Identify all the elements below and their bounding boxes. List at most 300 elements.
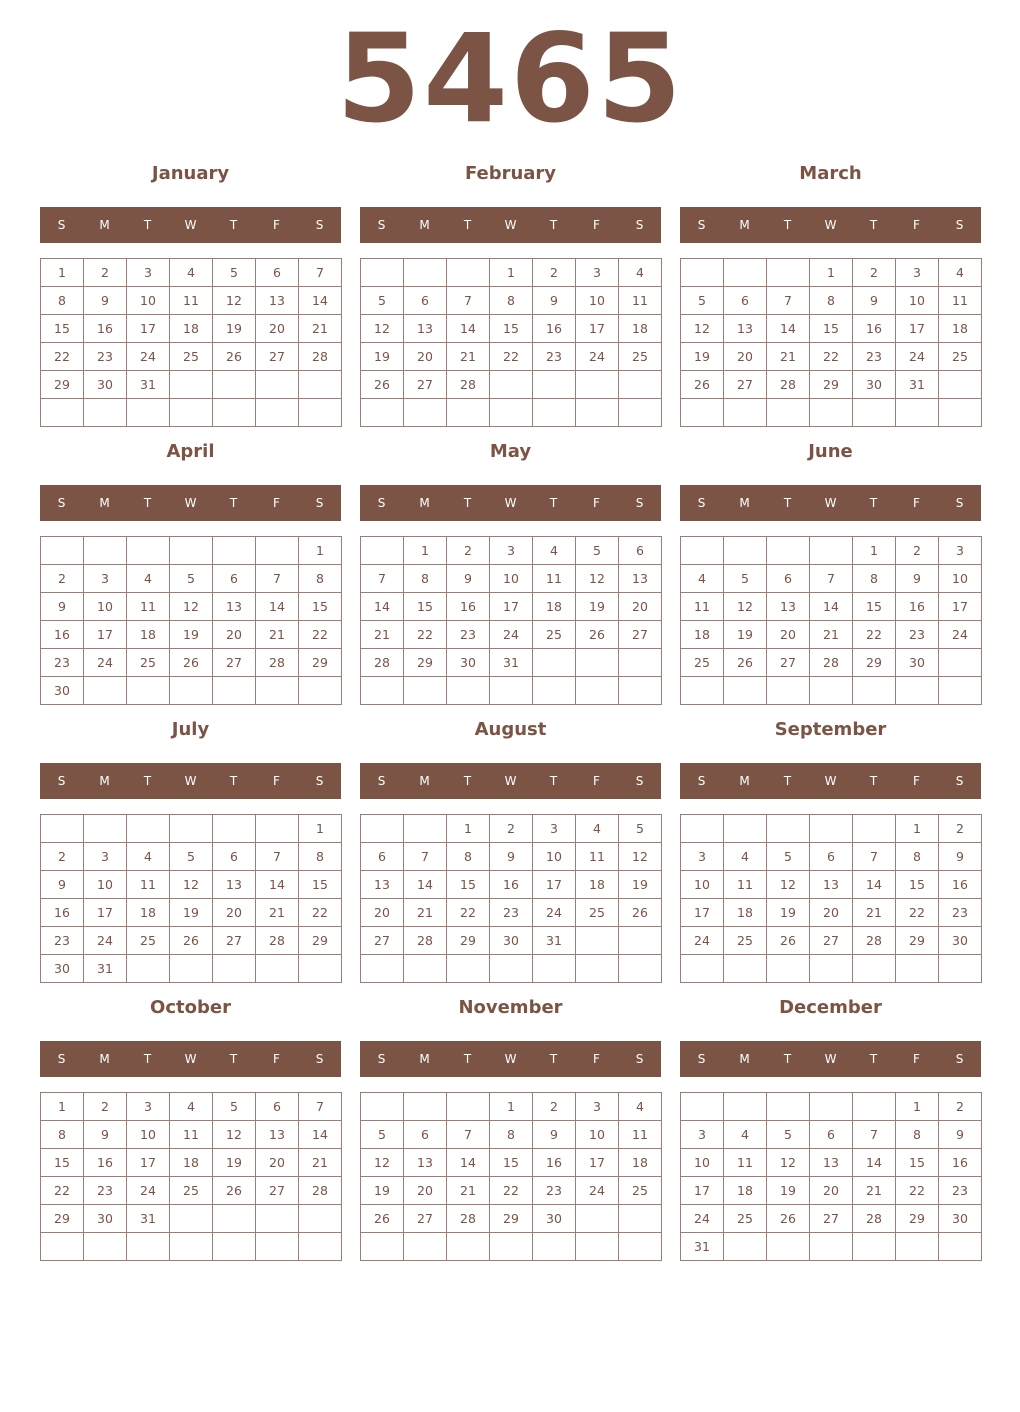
empty-cell: [404, 399, 447, 427]
weekday-label: F: [593, 218, 600, 232]
empty-cell: [299, 1205, 342, 1233]
day-cell: 23: [533, 343, 576, 371]
weekday-label: T: [783, 496, 792, 510]
empty-cell: [724, 537, 767, 565]
empty-cell: [896, 1233, 939, 1261]
weekday-label: M: [99, 218, 110, 232]
day-cell: 7: [447, 287, 490, 315]
day-cell: 7: [853, 843, 896, 871]
empty-cell: [767, 1093, 810, 1121]
empty-cell: [767, 677, 810, 705]
empty-cell: [404, 677, 447, 705]
day-cell: 29: [810, 371, 853, 399]
empty-cell: [533, 955, 576, 983]
day-cell: 2: [896, 537, 939, 565]
day-cell: 11: [170, 1121, 213, 1149]
day-cell: 10: [896, 287, 939, 315]
day-cell: 3: [576, 259, 619, 287]
day-cell: 21: [767, 343, 810, 371]
day-cell: 16: [896, 593, 939, 621]
empty-cell: [576, 399, 619, 427]
empty-cell: [681, 399, 724, 427]
weekday-label: S: [635, 218, 644, 232]
empty-cell: [490, 1233, 533, 1261]
day-cell: 4: [533, 537, 576, 565]
empty-cell: [853, 677, 896, 705]
day-cell: 26: [619, 899, 662, 927]
day-cell: 6: [810, 1121, 853, 1149]
empty-cell: [447, 1093, 490, 1121]
day-cell: 6: [724, 287, 767, 315]
day-cell: 4: [724, 1121, 767, 1149]
day-cell: 8: [447, 843, 490, 871]
day-cell: 29: [299, 649, 342, 677]
empty-cell: [84, 1233, 127, 1261]
day-cell: 6: [213, 565, 256, 593]
weekday-label: F: [593, 1052, 600, 1066]
day-cell: 25: [724, 927, 767, 955]
empty-cell: [810, 399, 853, 427]
day-cell: 12: [361, 1149, 404, 1177]
day-cell: 11: [533, 565, 576, 593]
day-cell: 22: [490, 1177, 533, 1205]
day-cell: 3: [127, 259, 170, 287]
month-february: [360, 161, 661, 431]
day-cell: 18: [939, 315, 982, 343]
day-cell: 8: [41, 287, 84, 315]
weekday-label: S: [635, 1052, 644, 1066]
empty-cell: [170, 677, 213, 705]
empty-cell: [170, 537, 213, 565]
empty-cell: [810, 1233, 853, 1261]
day-cell: 24: [896, 343, 939, 371]
month-name: May: [489, 441, 532, 462]
day-cell: 15: [853, 593, 896, 621]
empty-cell: [619, 371, 662, 399]
day-cell: 14: [404, 871, 447, 899]
weekday-label: F: [593, 496, 600, 510]
empty-cell: [681, 815, 724, 843]
day-cell: 30: [853, 371, 896, 399]
empty-cell: [127, 677, 170, 705]
day-cell: 5: [213, 259, 256, 287]
empty-cell: [724, 677, 767, 705]
empty-cell: [619, 649, 662, 677]
month-name: January: [151, 163, 230, 184]
day-cell: 23: [853, 343, 896, 371]
day-cell: 17: [84, 621, 127, 649]
day-cell: 15: [896, 1149, 939, 1177]
weekday-label: M: [419, 496, 430, 510]
weekday-label: W: [824, 218, 837, 232]
day-cell: 14: [853, 1149, 896, 1177]
day-cell: 13: [810, 1149, 853, 1177]
day-cell: 18: [170, 315, 213, 343]
empty-cell: [810, 677, 853, 705]
day-cell: 18: [681, 621, 724, 649]
day-cell: 29: [41, 371, 84, 399]
day-cell: 9: [447, 565, 490, 593]
day-cell: 4: [170, 259, 213, 287]
day-cell: 15: [404, 593, 447, 621]
day-cell: 1: [896, 815, 939, 843]
weekday-label: T: [463, 218, 472, 232]
day-cell: 8: [41, 1121, 84, 1149]
empty-cell: [619, 955, 662, 983]
day-cell: 12: [767, 1149, 810, 1177]
day-cell: 16: [447, 593, 490, 621]
day-cell: 25: [533, 621, 576, 649]
weekday-header: [360, 485, 661, 521]
day-cell: 18: [576, 871, 619, 899]
weekday-label: W: [184, 774, 197, 788]
day-cell: 27: [256, 343, 299, 371]
day-cell: 21: [299, 315, 342, 343]
empty-cell: [939, 649, 982, 677]
empty-cell: [41, 1233, 84, 1261]
day-cell: 23: [447, 621, 490, 649]
day-cell: 20: [724, 343, 767, 371]
day-cell: 22: [896, 899, 939, 927]
empty-cell: [404, 259, 447, 287]
day-cell: 12: [361, 315, 404, 343]
month-july: [40, 717, 341, 987]
day-cell: 5: [170, 843, 213, 871]
empty-cell: [256, 815, 299, 843]
day-cell: 2: [533, 259, 576, 287]
day-cell: 27: [767, 649, 810, 677]
day-cell: 5: [767, 843, 810, 871]
weekday-label: F: [913, 1052, 920, 1066]
day-cell: 20: [213, 621, 256, 649]
weekday-header: [680, 763, 981, 799]
empty-cell: [724, 955, 767, 983]
weekday-label: F: [273, 496, 280, 510]
day-cell: 2: [853, 259, 896, 287]
day-cell: 13: [619, 565, 662, 593]
weekday-label: T: [229, 1052, 238, 1066]
weekday-label: W: [504, 496, 517, 510]
day-cell: 30: [490, 927, 533, 955]
empty-cell: [256, 399, 299, 427]
day-cell: 6: [256, 1093, 299, 1121]
day-cell: 22: [41, 1177, 84, 1205]
day-cell: 30: [939, 1205, 982, 1233]
day-cell: 13: [213, 871, 256, 899]
empty-cell: [213, 1233, 256, 1261]
weekday-label: W: [504, 218, 517, 232]
day-cell: 4: [619, 259, 662, 287]
day-cell: 25: [619, 1177, 662, 1205]
empty-cell: [361, 399, 404, 427]
empty-cell: [490, 955, 533, 983]
day-cell: 28: [299, 1177, 342, 1205]
empty-cell: [213, 815, 256, 843]
weekday-label: T: [143, 774, 152, 788]
empty-cell: [681, 677, 724, 705]
day-cell: 28: [853, 927, 896, 955]
day-cell: 20: [256, 315, 299, 343]
day-cell: 28: [767, 371, 810, 399]
day-cell: 11: [619, 287, 662, 315]
empty-cell: [853, 1093, 896, 1121]
weekday-label: S: [635, 496, 644, 510]
day-cell: 14: [361, 593, 404, 621]
day-cell: 15: [299, 871, 342, 899]
day-cell: 9: [533, 287, 576, 315]
empty-cell: [84, 677, 127, 705]
day-cell: 17: [490, 593, 533, 621]
day-cell: 12: [213, 287, 256, 315]
weekday-label: S: [377, 1052, 386, 1066]
day-cell: 26: [576, 621, 619, 649]
day-cell: 27: [724, 371, 767, 399]
day-cell: 18: [619, 1149, 662, 1177]
day-cell: 12: [724, 593, 767, 621]
empty-cell: [361, 955, 404, 983]
day-cell: 17: [681, 899, 724, 927]
day-cell: 23: [896, 621, 939, 649]
empty-cell: [853, 399, 896, 427]
weekday-header: [360, 763, 661, 799]
day-cell: 16: [41, 899, 84, 927]
day-cell: 27: [256, 1177, 299, 1205]
day-cell: 20: [404, 1177, 447, 1205]
day-cell: 2: [490, 815, 533, 843]
weekday-label: M: [99, 1052, 110, 1066]
month-name: August: [474, 719, 547, 740]
day-cell: 13: [810, 871, 853, 899]
day-cell: 30: [84, 1205, 127, 1233]
weekday-header: [360, 1041, 661, 1077]
day-cell: 24: [84, 927, 127, 955]
day-cell: 6: [361, 843, 404, 871]
day-cell: 27: [404, 1205, 447, 1233]
empty-cell: [619, 1205, 662, 1233]
weekday-label: M: [419, 1052, 430, 1066]
weekday-label: S: [315, 1052, 324, 1066]
day-cell: 19: [767, 899, 810, 927]
day-cell: 7: [256, 843, 299, 871]
empty-cell: [939, 677, 982, 705]
empty-cell: [213, 677, 256, 705]
empty-cell: [127, 955, 170, 983]
day-cell: 30: [533, 1205, 576, 1233]
day-cell: 2: [41, 565, 84, 593]
day-cell: 28: [853, 1205, 896, 1233]
day-cell: 6: [619, 537, 662, 565]
day-cell: 14: [256, 871, 299, 899]
day-cell: 17: [939, 593, 982, 621]
day-cell: 29: [447, 927, 490, 955]
day-cell: 9: [896, 565, 939, 593]
day-cell: 21: [404, 899, 447, 927]
day-cell: 11: [619, 1121, 662, 1149]
empty-cell: [724, 815, 767, 843]
weekday-header: [360, 207, 661, 243]
day-cell: 27: [810, 927, 853, 955]
day-cell: 20: [810, 1177, 853, 1205]
empty-cell: [170, 399, 213, 427]
day-cell: 24: [127, 343, 170, 371]
day-cell: 6: [213, 843, 256, 871]
empty-cell: [170, 371, 213, 399]
day-cell: 10: [939, 565, 982, 593]
empty-cell: [681, 955, 724, 983]
day-cell: 28: [256, 927, 299, 955]
month-august: [360, 717, 661, 987]
day-cell: 7: [404, 843, 447, 871]
empty-cell: [170, 1205, 213, 1233]
empty-cell: [681, 259, 724, 287]
day-cell: 22: [490, 343, 533, 371]
day-cell: 26: [170, 927, 213, 955]
day-cell: 21: [447, 343, 490, 371]
weekday-label: T: [549, 218, 558, 232]
empty-cell: [213, 955, 256, 983]
empty-cell: [361, 1233, 404, 1261]
day-cell: 5: [361, 1121, 404, 1149]
day-cell: 4: [724, 843, 767, 871]
day-cell: 14: [810, 593, 853, 621]
empty-cell: [404, 955, 447, 983]
weekday-label: M: [739, 496, 750, 510]
day-cell: 9: [41, 871, 84, 899]
weekday-label: F: [273, 774, 280, 788]
empty-cell: [939, 955, 982, 983]
weekday-label: F: [273, 1052, 280, 1066]
day-cell: 27: [361, 927, 404, 955]
empty-cell: [361, 259, 404, 287]
weekday-label: S: [377, 496, 386, 510]
day-cell: 22: [299, 899, 342, 927]
empty-cell: [361, 537, 404, 565]
weekday-label: M: [739, 218, 750, 232]
empty-cell: [896, 677, 939, 705]
day-cell: 11: [724, 871, 767, 899]
day-cell: 25: [619, 343, 662, 371]
empty-cell: [767, 399, 810, 427]
weekday-label: T: [783, 774, 792, 788]
empty-cell: [447, 955, 490, 983]
day-cell: 21: [853, 899, 896, 927]
day-cell: 20: [404, 343, 447, 371]
day-cell: 28: [299, 343, 342, 371]
day-cell: 21: [299, 1149, 342, 1177]
day-cell: 15: [41, 1149, 84, 1177]
weekday-label: F: [913, 496, 920, 510]
empty-cell: [299, 371, 342, 399]
day-cell: 25: [170, 1177, 213, 1205]
day-cell: 13: [361, 871, 404, 899]
day-cell: 15: [810, 315, 853, 343]
empty-cell: [619, 1233, 662, 1261]
day-cell: 22: [447, 899, 490, 927]
empty-cell: [810, 955, 853, 983]
day-cell: 28: [447, 1205, 490, 1233]
weekday-label: S: [955, 218, 964, 232]
day-cell: 17: [896, 315, 939, 343]
day-cell: 5: [170, 565, 213, 593]
day-cell: 5: [213, 1093, 256, 1121]
weekday-label: T: [549, 774, 558, 788]
day-cell: 16: [84, 1149, 127, 1177]
empty-cell: [213, 371, 256, 399]
day-cell: 7: [447, 1121, 490, 1149]
day-cell: 24: [576, 1177, 619, 1205]
day-cell: 13: [724, 315, 767, 343]
weekday-label: T: [229, 496, 238, 510]
weekday-label: S: [955, 496, 964, 510]
weekday-label: W: [824, 774, 837, 788]
day-cell: 18: [127, 621, 170, 649]
day-cell: 19: [361, 1177, 404, 1205]
day-cell: 1: [490, 1093, 533, 1121]
day-cell: 22: [299, 621, 342, 649]
day-cell: 19: [213, 315, 256, 343]
weekday-label: T: [229, 218, 238, 232]
day-grid: [40, 258, 342, 427]
empty-cell: [41, 399, 84, 427]
day-cell: 6: [404, 1121, 447, 1149]
day-cell: 22: [41, 343, 84, 371]
empty-cell: [256, 1205, 299, 1233]
day-cell: 9: [41, 593, 84, 621]
day-cell: 11: [127, 871, 170, 899]
day-cell: 7: [767, 287, 810, 315]
day-cell: 17: [576, 315, 619, 343]
day-cell: 8: [490, 287, 533, 315]
day-cell: 5: [681, 287, 724, 315]
day-cell: 31: [127, 1205, 170, 1233]
weekday-label: F: [913, 218, 920, 232]
month-name: November: [458, 997, 563, 1018]
weekday-label: M: [99, 774, 110, 788]
month-june: [680, 439, 981, 709]
weekday-label: S: [57, 218, 66, 232]
empty-cell: [681, 537, 724, 565]
day-cell: 20: [213, 899, 256, 927]
day-cell: 27: [810, 1205, 853, 1233]
day-cell: 9: [84, 287, 127, 315]
month-name: April: [166, 441, 215, 462]
day-cell: 24: [490, 621, 533, 649]
month-name: March: [799, 163, 862, 184]
day-cell: 26: [213, 1177, 256, 1205]
day-cell: 26: [767, 1205, 810, 1233]
day-cell: 3: [681, 843, 724, 871]
day-cell: 10: [490, 565, 533, 593]
empty-cell: [490, 399, 533, 427]
day-cell: 1: [41, 259, 84, 287]
day-cell: 22: [404, 621, 447, 649]
day-cell: 30: [896, 649, 939, 677]
empty-cell: [404, 1233, 447, 1261]
day-cell: 31: [127, 371, 170, 399]
day-cell: 4: [681, 565, 724, 593]
day-cell: 1: [896, 1093, 939, 1121]
day-cell: 1: [404, 537, 447, 565]
empty-cell: [127, 399, 170, 427]
empty-cell: [724, 259, 767, 287]
month-december: [680, 995, 981, 1265]
day-cell: 20: [810, 899, 853, 927]
month-name: September: [774, 719, 887, 740]
empty-cell: [361, 1093, 404, 1121]
empty-cell: [299, 677, 342, 705]
weekday-label: M: [739, 1052, 750, 1066]
empty-cell: [84, 399, 127, 427]
